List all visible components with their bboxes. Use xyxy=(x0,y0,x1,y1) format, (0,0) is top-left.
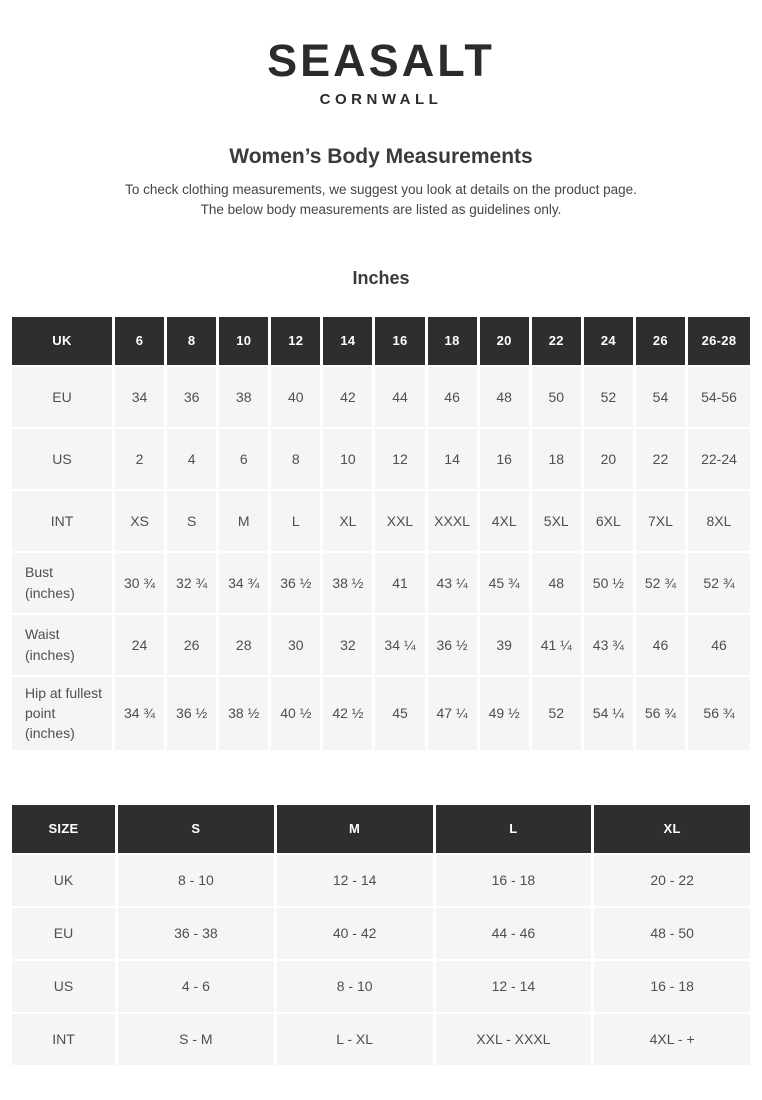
value-cell: 30 ¾ xyxy=(115,553,164,613)
value-cell: 34 ¼ xyxy=(375,615,424,675)
column-header-cell: 20 xyxy=(480,317,529,365)
value-cell: 40 - 42 xyxy=(277,908,433,959)
value-cell: S xyxy=(167,491,216,551)
value-cell: 54-56 xyxy=(688,367,750,427)
column-header-cell: 16 xyxy=(375,317,424,365)
brand-logo-subtitle: CORNWALL xyxy=(319,91,443,108)
value-cell: 36 ½ xyxy=(271,553,320,613)
value-cell: 46 xyxy=(428,367,477,427)
column-header-cell: S xyxy=(118,805,274,853)
row-label-cell: INT xyxy=(12,491,112,551)
value-cell: 12 - 14 xyxy=(277,855,433,906)
value-cell: 54 ¼ xyxy=(584,677,633,750)
value-cell: 52 ¾ xyxy=(688,553,750,613)
column-header-cell: 24 xyxy=(584,317,633,365)
value-cell: 52 xyxy=(532,677,581,750)
column-header-cell: XL xyxy=(594,805,750,853)
size-conversion-table xyxy=(12,805,750,1065)
value-cell: 26 xyxy=(167,615,216,675)
value-cell: L xyxy=(271,491,320,551)
column-header-cell: UK xyxy=(12,317,112,365)
value-cell: M xyxy=(219,491,268,551)
value-cell: 54 xyxy=(636,367,685,427)
value-cell: 24 xyxy=(115,615,164,675)
page-title: Women’s Body Measurements xyxy=(229,145,533,168)
value-cell: S - M xyxy=(118,1014,274,1065)
value-cell: 39 xyxy=(480,615,529,675)
value-cell: 5XL xyxy=(532,491,581,551)
column-header-cell: 22 xyxy=(532,317,581,365)
value-cell: 38 ½ xyxy=(219,677,268,750)
value-cell: 8 - 10 xyxy=(118,855,274,906)
column-header-cell: 10 xyxy=(219,317,268,365)
value-cell: 20 - 22 xyxy=(594,855,750,906)
column-header-cell: 14 xyxy=(323,317,372,365)
column-header-cell: 26 xyxy=(636,317,685,365)
value-cell: 4XL - + xyxy=(594,1014,750,1065)
value-cell: 50 xyxy=(532,367,581,427)
value-cell: 4 - 6 xyxy=(118,961,274,1012)
row-label-cell: Hip at fullest point (inches) xyxy=(12,677,112,750)
column-header-cell: 26-28 xyxy=(688,317,750,365)
intro-line-2: The below body measurements are listed as guidelines only. xyxy=(200,201,562,217)
column-header-cell: 18 xyxy=(428,317,477,365)
value-cell: 44 - 46 xyxy=(436,908,592,959)
value-cell: 36 ½ xyxy=(428,615,477,675)
value-cell: 48 xyxy=(532,553,581,613)
value-cell: XXL xyxy=(375,491,424,551)
value-cell: 43 ¾ xyxy=(584,615,633,675)
value-cell: 44 xyxy=(375,367,424,427)
column-header-cell: L xyxy=(436,805,592,853)
column-header-cell: 8 xyxy=(167,317,216,365)
intro-line-1: To check clothing measurements, we suggest you look at details on the product page. xyxy=(125,182,637,198)
value-cell: 4XL xyxy=(480,491,529,551)
value-cell: 12 - 14 xyxy=(436,961,592,1012)
column-header-cell: 12 xyxy=(271,317,320,365)
value-cell: 12 xyxy=(375,429,424,489)
row-label-cell: EU xyxy=(12,367,112,427)
value-cell: 4 xyxy=(167,429,216,489)
row-label-cell: UK xyxy=(12,855,115,906)
value-cell: 43 ¼ xyxy=(428,553,477,613)
value-cell: 16 - 18 xyxy=(594,961,750,1012)
value-cell: 48 - 50 xyxy=(594,908,750,959)
value-cell: 7XL xyxy=(636,491,685,551)
value-cell: 10 xyxy=(323,429,372,489)
row-label-cell: US xyxy=(12,429,112,489)
value-cell: 50 ½ xyxy=(584,553,633,613)
value-cell: 56 ¾ xyxy=(688,677,750,750)
value-cell: 46 xyxy=(688,615,750,675)
value-cell: 22 xyxy=(636,429,685,489)
value-cell: 8 - 10 xyxy=(277,961,433,1012)
value-cell: 30 xyxy=(271,615,320,675)
value-cell: 8XL xyxy=(688,491,750,551)
column-header-cell: M xyxy=(277,805,433,853)
value-cell: 34 ¾ xyxy=(115,677,164,750)
value-cell: 45 xyxy=(375,677,424,750)
value-cell: 36 ½ xyxy=(167,677,216,750)
value-cell: 6XL xyxy=(584,491,633,551)
value-cell: 48 xyxy=(480,367,529,427)
value-cell: 36 xyxy=(167,367,216,427)
value-cell: XS xyxy=(115,491,164,551)
inches-measurements-table xyxy=(12,317,750,750)
value-cell: 52 ¾ xyxy=(636,553,685,613)
value-cell: 28 xyxy=(219,615,268,675)
value-cell: 14 xyxy=(428,429,477,489)
column-header-cell: 6 xyxy=(115,317,164,365)
value-cell: 41 ¼ xyxy=(532,615,581,675)
value-cell: 6 xyxy=(219,429,268,489)
row-label-cell: US xyxy=(12,961,115,1012)
value-cell: L - XL xyxy=(277,1014,433,1065)
value-cell: 34 xyxy=(115,367,164,427)
value-cell: 38 xyxy=(219,367,268,427)
brand-header xyxy=(0,0,762,107)
value-cell: 41 xyxy=(375,553,424,613)
value-cell: 45 ¾ xyxy=(480,553,529,613)
row-label-cell: INT xyxy=(12,1014,115,1065)
row-label-cell: EU xyxy=(12,908,115,959)
value-cell: 16 - 18 xyxy=(436,855,592,906)
value-cell: XL xyxy=(323,491,372,551)
value-cell: 32 ¾ xyxy=(167,553,216,613)
value-cell: 52 xyxy=(584,367,633,427)
value-cell: 36 - 38 xyxy=(118,908,274,959)
value-cell: 47 ¼ xyxy=(428,677,477,750)
value-cell: 49 ½ xyxy=(480,677,529,750)
row-label-cell: Bust (inches) xyxy=(12,553,112,613)
units-heading: Inches xyxy=(352,268,410,289)
row-label-cell: Waist (inches) xyxy=(12,615,112,675)
value-cell: 22-24 xyxy=(688,429,750,489)
value-cell: 40 ½ xyxy=(271,677,320,750)
value-cell: XXXL xyxy=(428,491,477,551)
value-cell: 18 xyxy=(532,429,581,489)
value-cell: 42 xyxy=(323,367,372,427)
value-cell: XXL - XXXL xyxy=(436,1014,592,1065)
value-cell: 34 ¾ xyxy=(219,553,268,613)
value-cell: 38 ½ xyxy=(323,553,372,613)
value-cell: 42 ½ xyxy=(323,677,372,750)
value-cell: 2 xyxy=(115,429,164,489)
value-cell: 32 xyxy=(323,615,372,675)
value-cell: 8 xyxy=(271,429,320,489)
value-cell: 16 xyxy=(480,429,529,489)
brand-logo: SEASALT xyxy=(267,35,495,86)
value-cell: 46 xyxy=(636,615,685,675)
value-cell: 40 xyxy=(271,367,320,427)
column-header-cell: SIZE xyxy=(12,805,115,853)
value-cell: 56 ¾ xyxy=(636,677,685,750)
value-cell: 20 xyxy=(584,429,633,489)
